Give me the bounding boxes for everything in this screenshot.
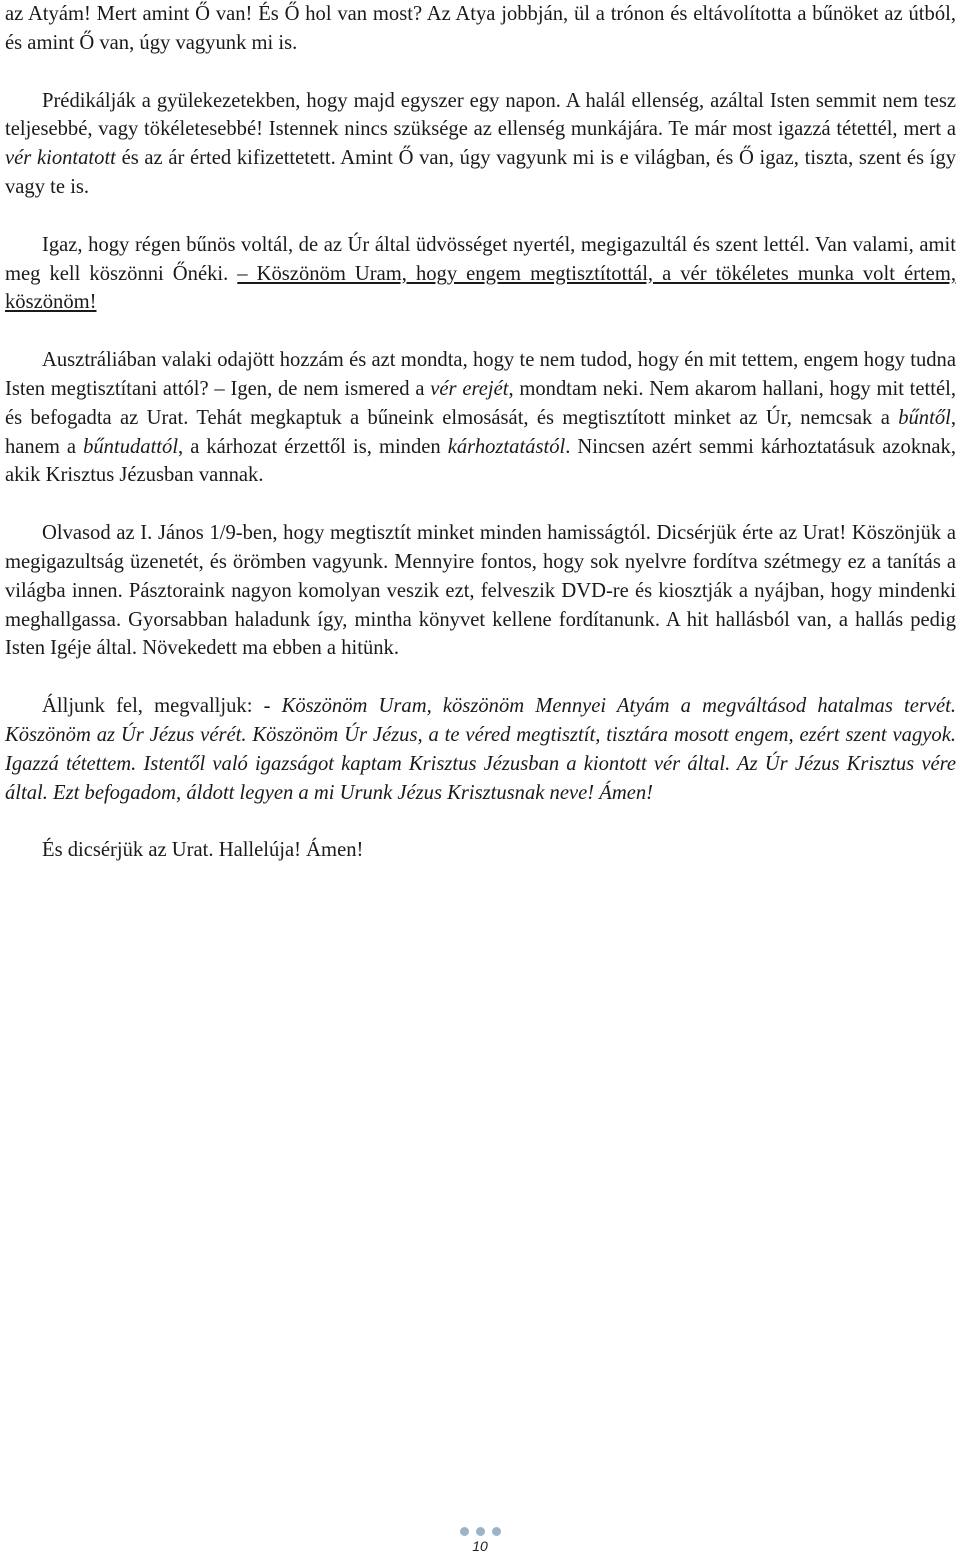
italic-text: kárhoztatástól [447,435,566,458]
paragraph [5,87,956,202]
text-run: Prédikálják a gyülekezetekben, hogy majd egyszer egy napon. A halál ellenség, azáltal Isten semmit nem tesz teljesebbé, vagy tökéletesebbé! Istennek nincs szüksége az ellenség munkájára. Te már most igazzá tétettél, mert a [5,89,956,141]
text-run: Olvasod az I. János 1/9-ben, hogy megtisztít minket minden hamisságtól. Dicsérjük érte az Urat! Köszönjük a megigazultság üzenetét, és örömben vagyunk. Mennyire fontos, hogy sok nyelvre fordítva szétmegy ez a tanítás a világba innen. Pásztoraink nagyon komolyan veszik ezt, felveszik DVD-re és kiosztják a nyájban, hogy mindenki meghallgassa. Gyorsabban haladunk így, mintha könyvet kellene fordítanunk. A hit hallásból van, a hallás pedig Isten Igéje által. Növekedett ma ebben a hitünk. [5,522,956,660]
dot [460,1527,469,1536]
italic-text: bűntől [898,406,951,429]
text-run: , a kárhozat érzettől is, minden [178,435,448,458]
text-run: , mondtam neki. Nem akarom hallani, hogy mit tettél, és befogadta az Urat. Tehát megkaptuk a bűneink elmosását, és megtisztított minket az Úr, nemcsak a [5,377,956,429]
text-run: és az ár érted kifizettetett. Amint Ő van, úgy vagyunk mi is e világban, és Ő igaz, tiszta, szent és így vagy te is. [5,147,956,198]
paragraph-spacer [5,202,956,231]
text-run: És dicsérjük az Urat. Hallelúja! Ámen! [42,839,364,862]
document-page [5,0,956,865]
italic-text: bűntudattól [83,435,179,458]
paragraph-spacer [5,490,956,519]
page-number: 10 [472,1538,488,1554]
text-run: , hanem a [5,406,956,458]
dot [476,1527,485,1536]
paragraph [5,346,956,490]
text-run: az Atyám! Mert amint Ő van! És Ő hol van most? Az Atya jobbján, ül a trónon és eltávolította a bűnöket az útból, és amint Ő van, úgy vagyunk mi is. [5,3,956,54]
text-run: Ausztráliában valaki odajött hozzám és azt mondta, hogy te nem tudod, hogy én mit tettem, engem hogy tudna Isten megtisztítani attól? – Igen, de nem ismered a [5,349,956,400]
paragraph [5,519,956,663]
paragraph [5,0,956,58]
text-run: Álljunk fel, megvalljuk: - [42,695,282,718]
paragraph [5,692,956,807]
paragraph [5,836,956,865]
paragraph [5,231,956,317]
underlined-text: – Köszönöm Uram, hogy engem megtisztítottál, a vér tökéletes munka volt értem, köszönöm! [5,262,956,314]
paragraph-spacer [5,317,956,346]
text-run: . Nincsen azért semmi kárhoztatásuk azoknak, akik Krisztus Jézusban vannak. [5,435,956,487]
italic-text: vér erejét [430,377,509,400]
paragraph-spacer [5,663,956,692]
page-footer [0,1527,960,1554]
dot [492,1527,501,1536]
paragraph-spacer [5,58,956,87]
document-body [5,0,956,865]
paragraph-spacer [5,807,956,836]
italic-text: vér kiontatott [5,147,116,170]
three-dots-ornament-icon [0,1527,960,1536]
text-run: Igaz, hogy régen bűnös voltál, de az Úr által üdvösséget nyertél, megigazultál és szent lettél. Van valami, amit meg kell köszönni Őnéki. [5,233,956,285]
italic-text: Köszönöm Uram, köszönöm Mennyei Atyám a megváltásod hatalmas tervét. Köszönöm az Úr Jézus vérét. Köszönöm Úr Jézus, a te véred megtisztít, tisztára mosott engem, ezért szent vagyok. Igazzá tétettem. Istentől való igazságot kaptam Krisztus Jézusban a kiontott vér által. Az Úr Jézus Krisztus vére által. Ezt befogadom, áldott legyen a mi Urunk Jézus Krisztusnak neve! Ámen! [5,695,956,804]
